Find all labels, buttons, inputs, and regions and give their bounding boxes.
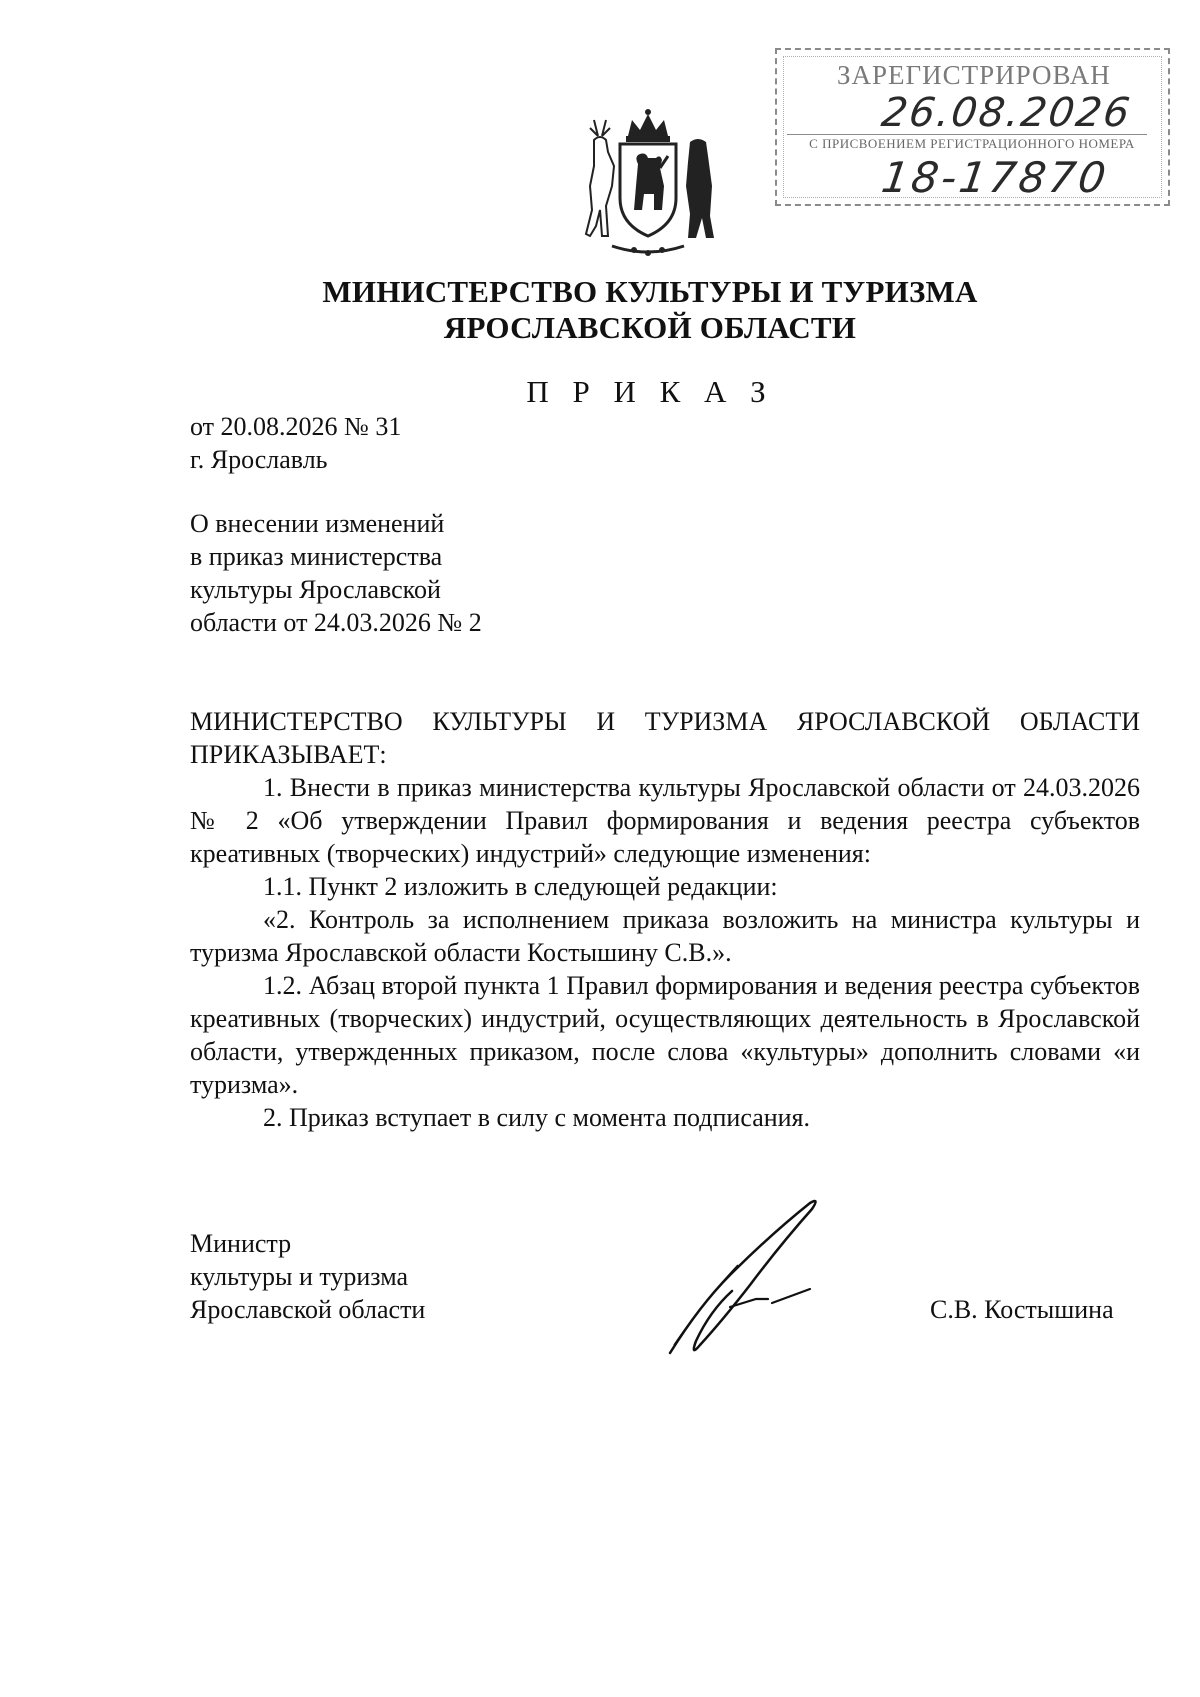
stamp-caption: С ПРИСВОЕНИЕМ РЕГИСТРАЦИОННОГО НОМЕРА — [809, 136, 1135, 151]
body-item-1-1-text: «2. Контроль за исполнением приказа возложить на министра культуры и туризма Ярославской области Костышину С.В.». — [190, 905, 1140, 967]
stamp-date: 26.08.2026 — [878, 90, 1135, 136]
body-item-2: 2. Приказ вступает в силу с момента подписания. — [263, 1103, 811, 1132]
subject-line: культуры Ярославской — [190, 575, 441, 604]
stamp-registration-number: 18-17870 — [878, 153, 1112, 202]
organization-name — [160, 274, 1140, 346]
handwritten-signature — [660, 1195, 840, 1365]
document-type: П Р И К А З — [526, 374, 774, 409]
body-item-1-1: 1.1. Пункт 2 изложить в следующей редакции: — [263, 872, 778, 901]
subject-line: области от 24.03.2026 № 2 — [190, 608, 482, 637]
document-subject — [190, 507, 550, 639]
body-preamble: МИНИСТЕРСТВО КУЛЬТУРЫ И ТУРИЗМА ЯРОСЛАВСКОЙ ОБЛАСТИ ПРИКАЗЫВАЕТ: — [190, 707, 1140, 769]
document-date-number: от 20.08.2026 № 31 — [190, 412, 402, 441]
stamp-title: ЗАРЕГИСТРИРОВАН — [837, 60, 1111, 90]
organization-name-line-2: ЯРОСЛАВСКОЙ ОБЛАСТИ — [443, 310, 857, 345]
body-item-1-2: 1.2. Абзац второй пункта 1 Правил формирования и ведения реестра субъектов креативных (творческих) индустрий, осуществляющих деятельность в Ярославской области, утвержденных приказом, после слова «культуры» дополнить словами «и туризма». — [190, 971, 1140, 1099]
signer-title-line: Министр — [190, 1229, 292, 1258]
document-body — [190, 705, 1140, 1134]
signer-title — [190, 1227, 425, 1326]
document-city: г. Ярославль — [190, 445, 328, 474]
registration-stamp — [775, 48, 1170, 206]
stamp-divider — [787, 134, 1147, 135]
signer-name: С.В. Костышина — [930, 1295, 1114, 1324]
body-item-1: 1. Внести в приказ министерства культуры Ярославской области от 24.03.2026 № 2 «Об утверждении Правил формирования и ведения реестра субъектов креативных (творческих) индустрий» следующие изменения: — [190, 773, 1140, 868]
signer-title-line: культуры и туризма — [190, 1262, 409, 1291]
subject-line: в приказ министерства — [190, 542, 443, 571]
organization-name-line-1: МИНИСТЕРСТВО КУЛЬТУРЫ И ТУРИЗМА — [322, 274, 978, 309]
subject-line: О внесении изменений — [190, 509, 445, 538]
signer-title-line: Ярославской области — [190, 1295, 426, 1324]
coat-of-arms-icon — [568, 106, 728, 266]
